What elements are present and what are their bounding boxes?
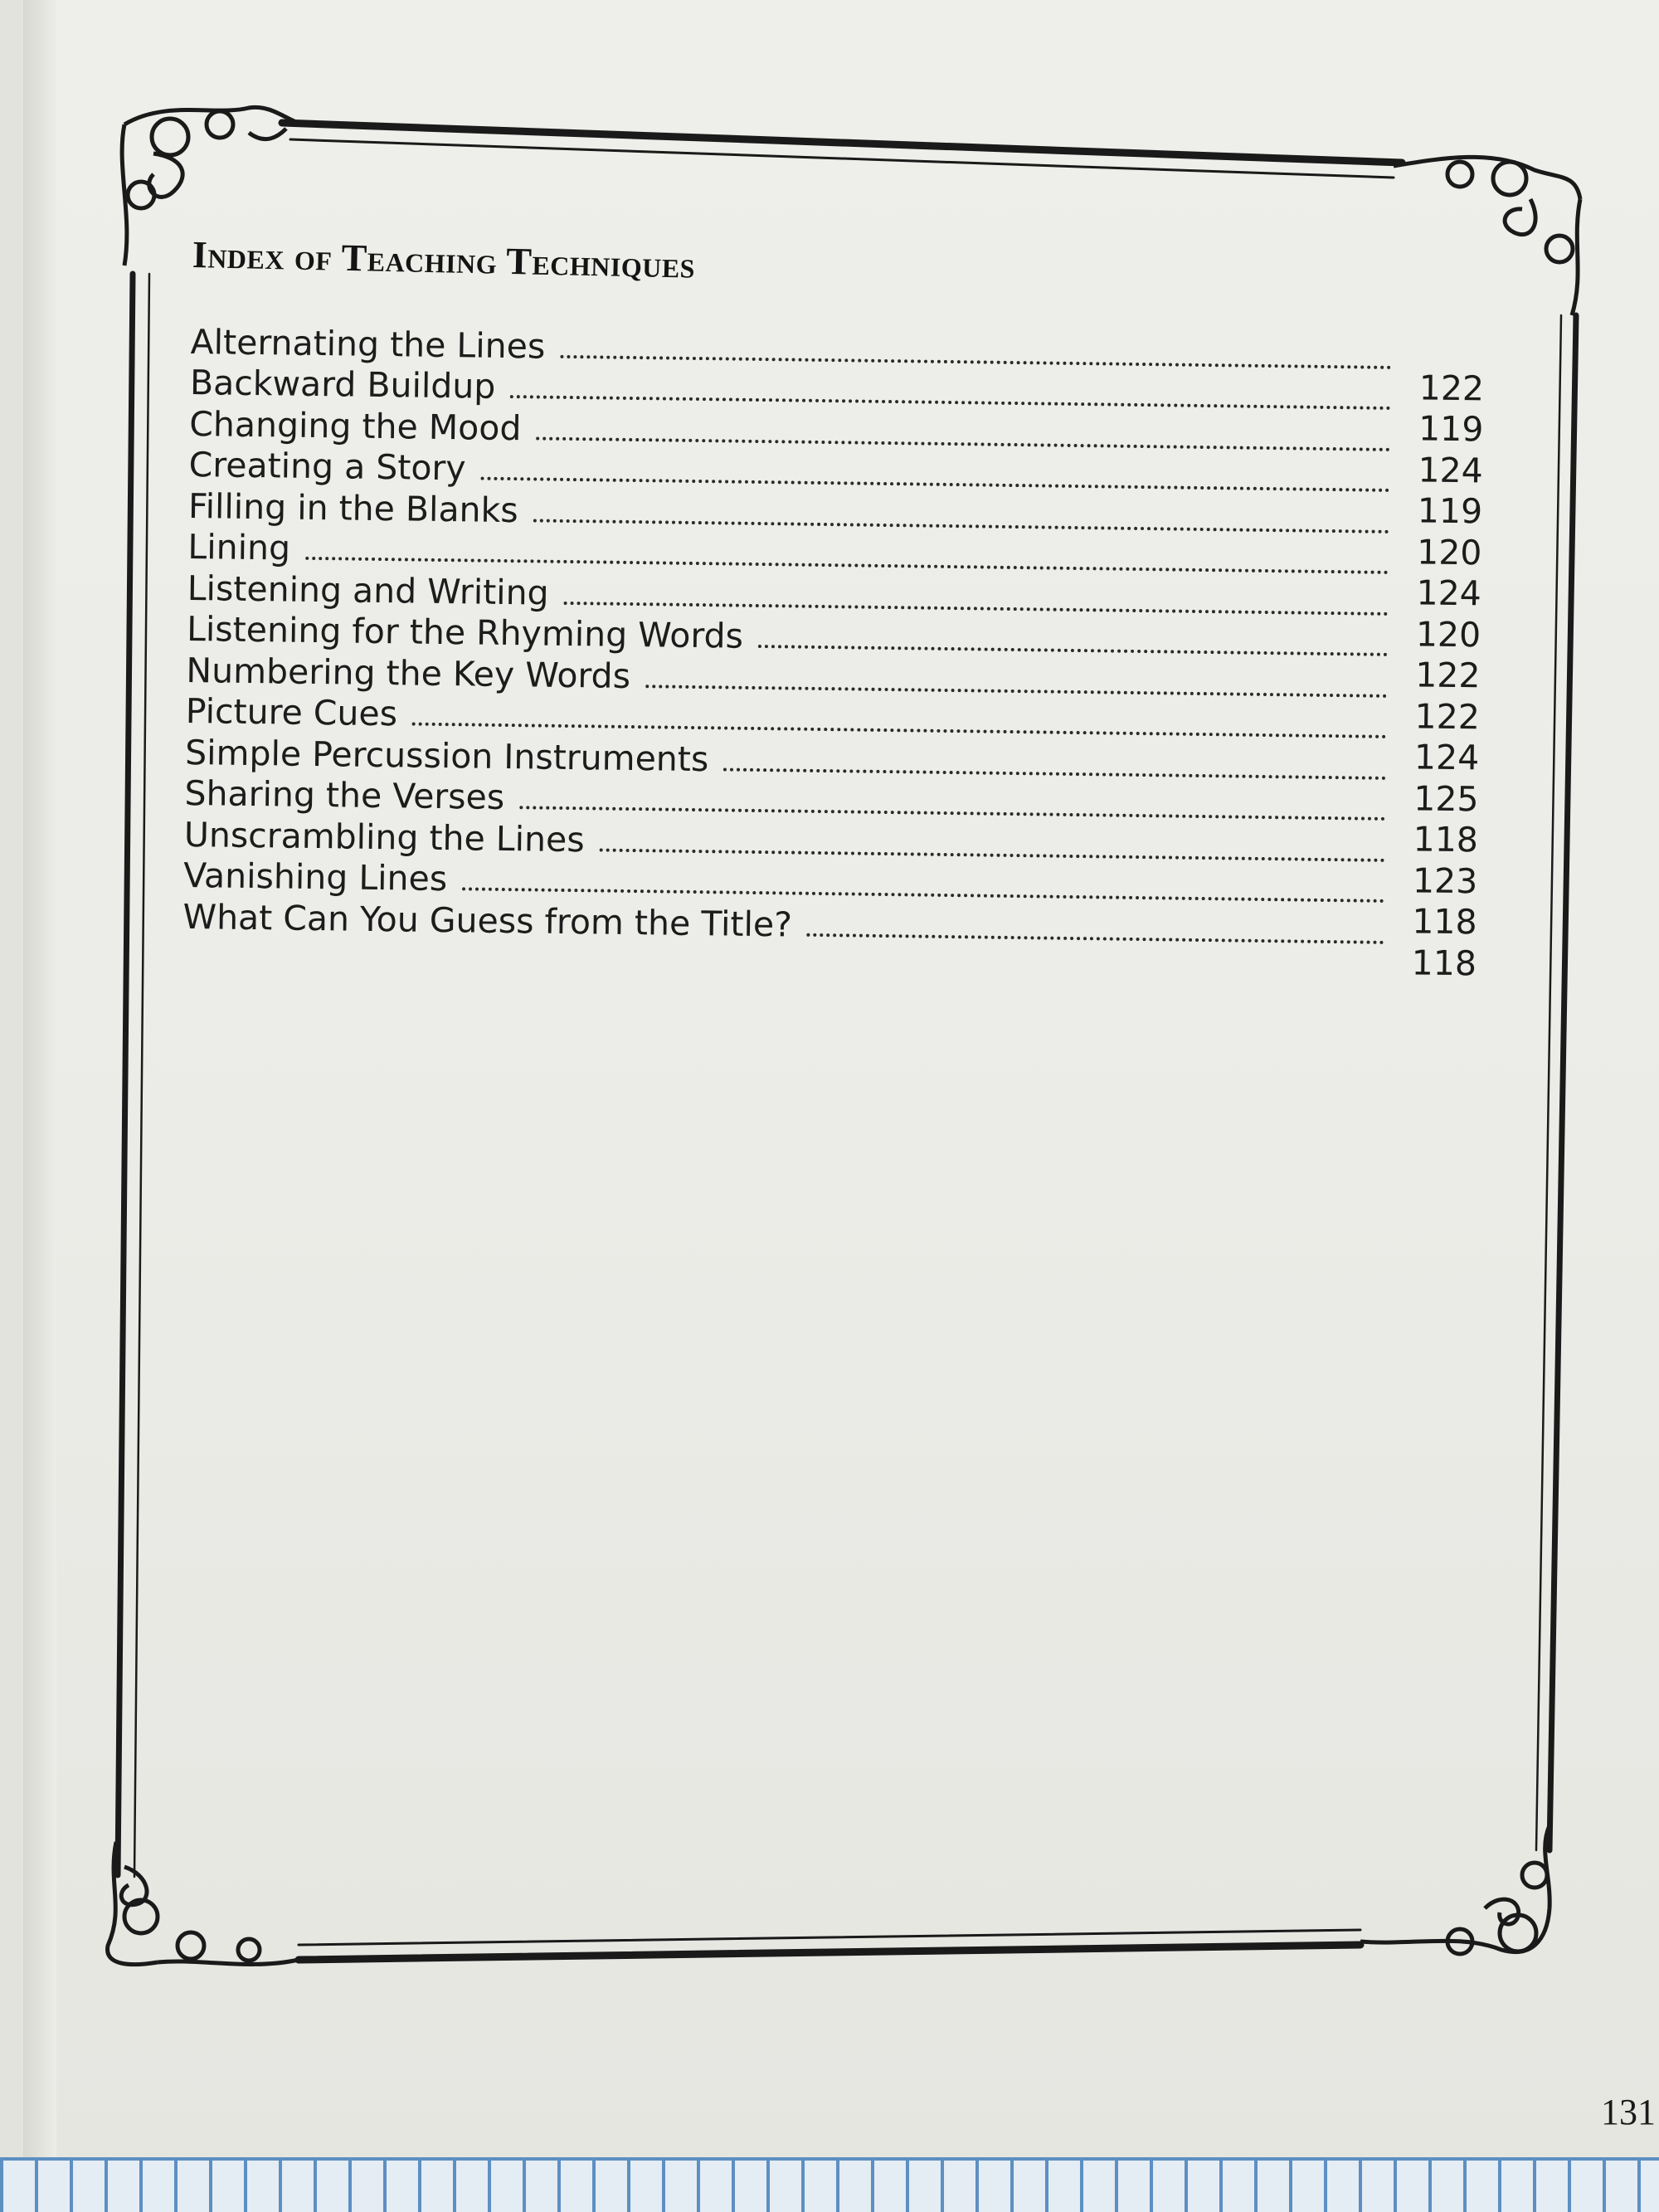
entry-label: Backward Buildup bbox=[189, 362, 496, 407]
entry-label: Alternating the Lines bbox=[190, 321, 546, 367]
entry-page-number: 119 bbox=[1417, 490, 1483, 532]
entry-label: Creating a Story bbox=[188, 444, 466, 489]
entry-page-number: 118 bbox=[1413, 819, 1479, 860]
dot-leader bbox=[533, 519, 1389, 534]
entry-page-number: 120 bbox=[1415, 613, 1481, 655]
entry-page-number: 124 bbox=[1418, 449, 1484, 490]
dot-leader bbox=[758, 645, 1388, 656]
corner-ornament-bottom-right bbox=[1360, 1825, 1550, 1954]
corner-ornament-bottom-left bbox=[108, 1842, 299, 1965]
entry-label: Filling in the Blanks bbox=[187, 485, 519, 530]
index-list bbox=[182, 320, 1485, 983]
entry-label: Vanishing Lines bbox=[182, 855, 448, 899]
grid-paper-background bbox=[0, 2157, 1659, 2212]
entry-page-number: 122 bbox=[1414, 695, 1481, 737]
dot-leader bbox=[723, 767, 1386, 779]
dot-leader bbox=[563, 601, 1388, 615]
entry-page-number: 118 bbox=[1412, 901, 1477, 943]
entry-page-number: 119 bbox=[1418, 408, 1484, 450]
entry-page-number: 123 bbox=[1412, 860, 1478, 901]
corner-ornament-top-right bbox=[1394, 157, 1580, 315]
entry-label: Listening and Writing bbox=[187, 568, 549, 613]
page-number: 131 bbox=[1601, 2092, 1656, 2132]
entry-label: Simple Percussion Instruments bbox=[184, 732, 709, 779]
entry-page-number: 122 bbox=[1414, 655, 1481, 696]
entry-page-number: 124 bbox=[1416, 572, 1482, 614]
entry-label: Sharing the Verses bbox=[184, 772, 505, 817]
entry-page-number: 122 bbox=[1418, 367, 1485, 408]
entry-label: Numbering the Key Words bbox=[186, 650, 631, 696]
entry-label: What Can You Guess from the Title? bbox=[182, 896, 793, 945]
entry-label: Unscrambling the Lines bbox=[183, 814, 585, 860]
entry-page-number: 120 bbox=[1416, 531, 1482, 572]
entry-page-number: 125 bbox=[1413, 777, 1479, 819]
entry-page-number: 124 bbox=[1413, 737, 1480, 778]
entry-label: Changing the Mood bbox=[189, 403, 522, 448]
dot-leader bbox=[599, 848, 1384, 861]
dot-leader bbox=[536, 436, 1390, 451]
dot-leader bbox=[807, 933, 1384, 943]
entry-label: Listening for the Rhyming Words bbox=[186, 608, 744, 656]
dot-leader bbox=[519, 806, 1385, 821]
dot-leader bbox=[560, 354, 1391, 368]
entry-label: Picture Cues bbox=[185, 690, 398, 734]
page-title: Index of Teaching Techniques bbox=[192, 233, 696, 286]
entry-label: Lining bbox=[187, 526, 291, 568]
entry-page-number: 118 bbox=[1411, 942, 1477, 983]
dot-leader bbox=[645, 685, 1387, 698]
